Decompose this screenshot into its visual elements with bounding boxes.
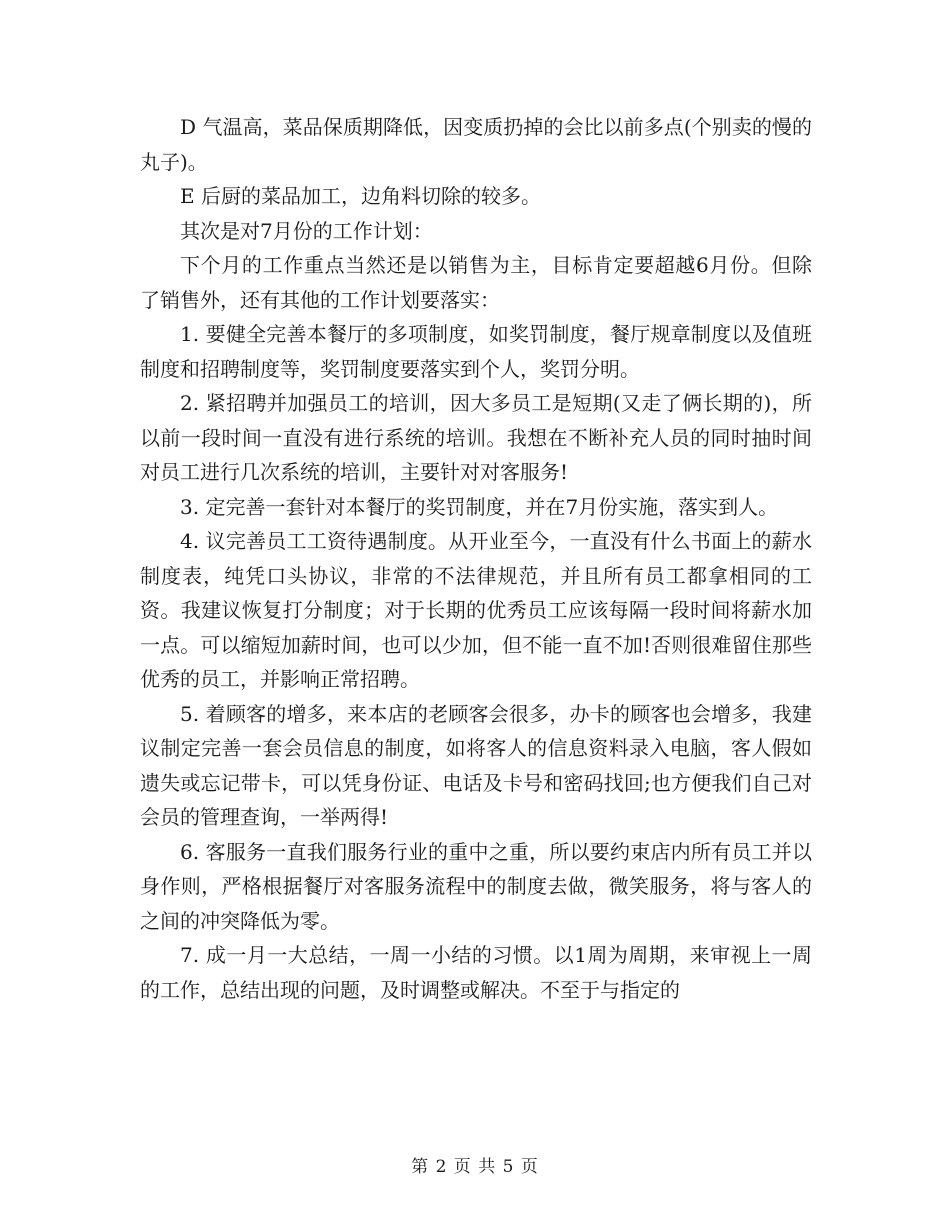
paragraph-item-5: 5. 着顾客的增多，来本店的老顾客会很多，办卡的顾客也会增多，我建议制定完善一套会员信息的制度，如将客人的信息资料录入电脑，客人假如遗失或忘记带卡，可以凭身份证、电话及卡号和密码找回;也方便我们自己对会员的管理查询，一举两得! bbox=[140, 701, 812, 829]
paragraph-d-temperature: D 气温高，菜品保质期降低，因变质扔掉的会比以前多点(个别卖的慢的丸子)。 bbox=[140, 115, 812, 174]
paragraph-e-kitchen: E 后厨的菜品加工，边角料切除的较多。 bbox=[180, 184, 541, 208]
paragraph-july-plan-heading: 其次是对7月份的工作计划： bbox=[180, 218, 433, 243]
paragraph-item-4: 4. 议完善员工工资待遇制度。从开业至今，一直没有什么书面上的薪水制度表，纯凭口头协议，非常的不法律规范，并且所有员工都拿相同的工资。我建议恢复打分制度；对于长期的优秀员工应该每隔一段时间将薪水加一点。可以缩短加薪时间，也可以少加，但不能一直不加!否则很难留住那些优秀的员工，并影响正常招聘。 bbox=[140, 529, 812, 691]
page-number-footer: 第 2 页 共 5 页 bbox=[411, 1157, 539, 1177]
paragraph-item-3: 3. 定完善一套针对本餐厅的奖罚制度，并在7月份实施，落实到人。 bbox=[180, 494, 779, 519]
paragraph-item-7: 7. 成一月一大总结，一周一小结的习惯。以1周为周期，来审视上一周的工作，总结出现的问题，及时调整或解决。不至于与指定的 bbox=[140, 943, 812, 1002]
paragraph-item-6: 6. 客服务一直我们服务行业的重中之重，所以要约束店内所有员工并以身作则，严格根据餐厅对客服务流程中的制度去做，微笑服务，将与客人的之间的冲突降低为零。 bbox=[140, 839, 812, 933]
paragraph-next-month-focus: 下个月的工作重点当然还是以销售为主，目标肯定要超越6月份。但除了销售外，还有其他的工作计划要落实： bbox=[140, 253, 812, 312]
paragraph-item-2: 2. 紧招聘并加强员工的培训，因大多员工是短期(又走了俩长期的)，所以前一段时间一直没有进行系统的培训。我想在不断补充人员的同时抽时间对员工进行几次系统的培训，主要针对对客服务! bbox=[140, 391, 812, 484]
document-body bbox=[140, 110, 812, 1007]
paragraph-item-1: 1. 要健全完善本餐厅的多项制度，如奖罚制度，餐厅规章制度以及值班制度和招聘制度等，奖罚制度要落实到个人，奖罚分明。 bbox=[140, 322, 812, 381]
